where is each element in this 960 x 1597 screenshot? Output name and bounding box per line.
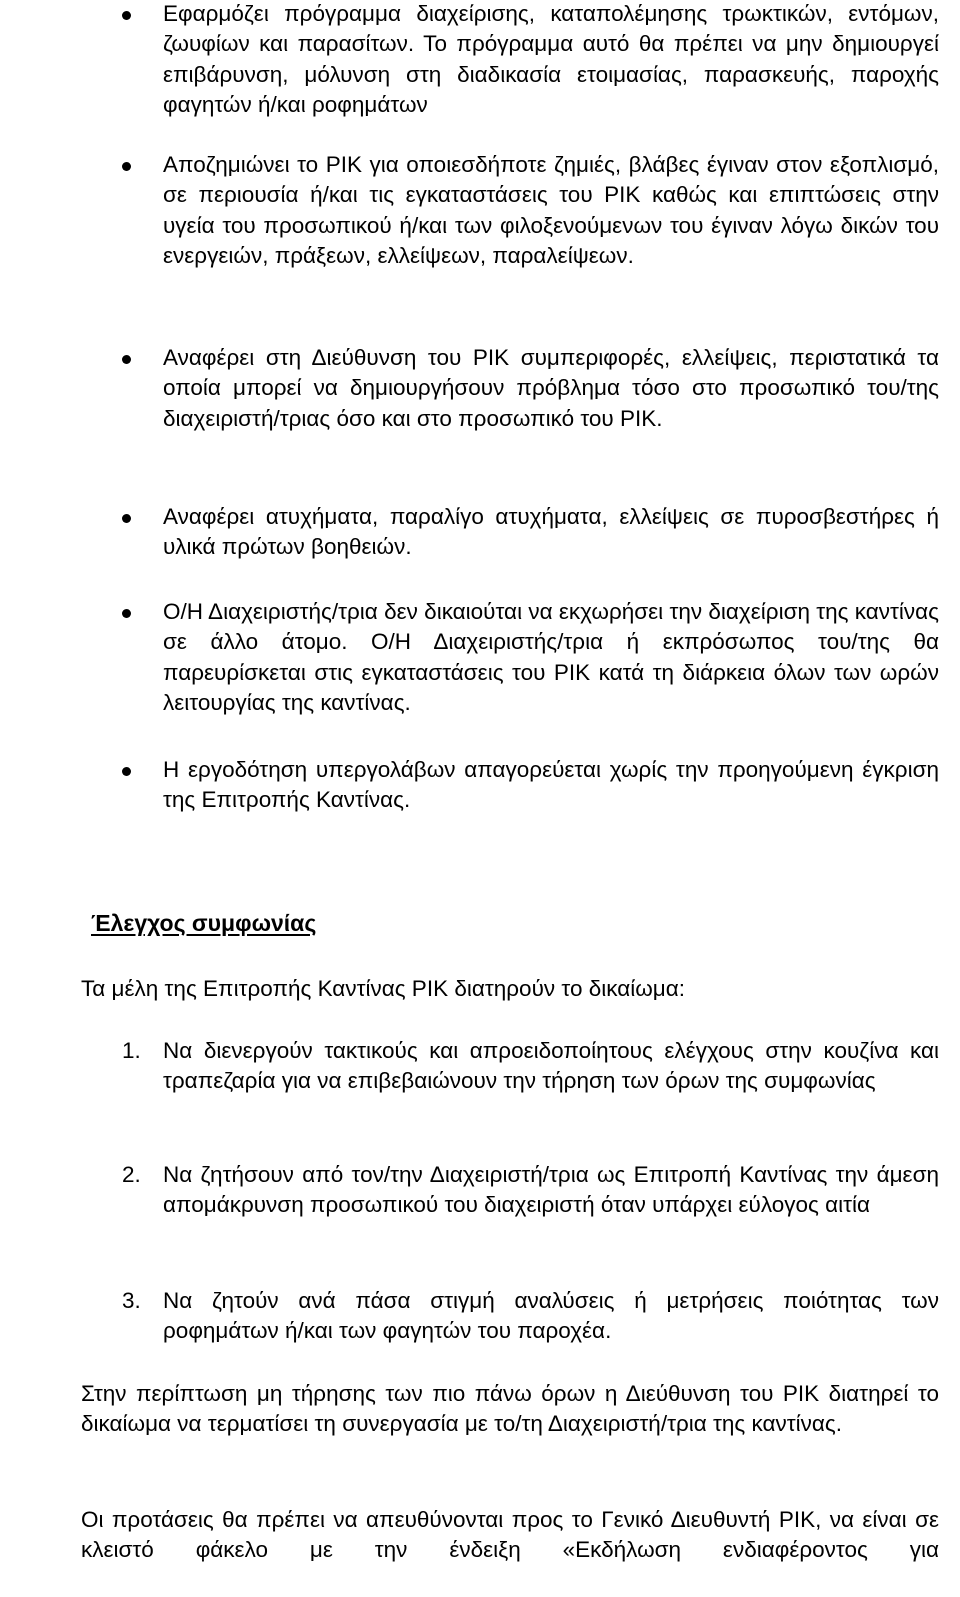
list-item-text: Ο/Η Διαχειριστής/τρια δεν δικαιούται να εκχωρήσει την διαχείριση της καντίνας σε άλλο άτομο. Ο/Η Διαχειριστής/τρια ή εκπρόσωπος του/της θα παρευρίσκεται στις εγκαταστάσεις του ΡΙΚ κατά τη διάρκεια όλων των ωρών λειτουργίας της καντίνας. — [163, 599, 939, 716]
list-item-text: Εφαρμόζει πρόγραμμα διαχείρισης, καταπολέμησης τρωκτικών, εντόμων, ζωυφίων και παρασίτων. Το πρόγραμμα αυτό θα πρέπει να μην δημιουργεί επιβάρυνση, μόλυνση στη διαδικασία ετοιμασίας, παρασκευής, παροχής φαγητών ή/και ροφημάτων — [163, 1, 939, 118]
termination-paragraph: Στην περίπτωση μη τήρησης των πιο πάνω όρων η Διεύθυνση του ΡΙΚ διατηρεί το δικαίωμα να τερματίσει τη συνεργασία με το/τη Διαχειριστή/τρια της καντίνας. — [81, 1381, 939, 1437]
item-text: Να ζητούν ανά πάσα στιγμή αναλύσεις ή μετρήσεις ποιότητας των ροφημάτων ή/και των φαγητών του παροχέα. — [163, 1288, 939, 1344]
item-text: Να διενεργούν τακτικούς και απροειδοποίητους ελέγχους στην κουζίνα και τραπεζαρία για να επιβεβαιώνουν την τήρηση των όρων της συμφωνίας — [163, 1038, 939, 1094]
item-number: 1. — [122, 1038, 141, 1063]
bullet-icon — [122, 514, 131, 523]
list-item-text: Η εργοδότηση υπεργολάβων απαγορεύεται χωρίς την προηγούμενη έγκριση της Επιτροπής Καντίνας. — [163, 757, 939, 813]
item-number: 2. — [122, 1162, 141, 1187]
item-number: 3. — [122, 1288, 141, 1313]
bullet-icon — [122, 767, 131, 776]
bullet-icon — [122, 355, 131, 364]
list-item-text: Αποζημιώνει το ΡΙΚ για οποιεσδήποτε ζημιές, βλάβες έγιναν στον εξοπλισμό, σε περιουσία ή/και τις εγκαταστάσεις του ΡΙΚ καθώς και επιπτώσεις στην υγεία του προσωπικού ή/και των φιλοξενούμενων του έγιναν λόγω δικών του ενεργειών, πράξεων, ελλείψεων, παραλείψεων. — [163, 152, 939, 269]
submission-paragraph: Οι προτάσεις θα πρέπει να απευθύνονται προς το Γενικό Διευθυντή ΡΙΚ, να είναι σε κλειστό φάκελο με την ένδειξη «Εκδήλωση ενδιαφέροντος για — [81, 1507, 939, 1563]
item-text: Να ζητήσουν από τον/την Διαχειριστή/τρια ως Επιτροπή Καντίνας την άμεση απομάκρυνση προσωπικού του διαχειριστή όταν υπάρχει εύλογος αιτία — [163, 1162, 939, 1218]
section-heading: Έλεγχος συμφωνίας — [91, 910, 317, 936]
bullet-icon — [122, 11, 131, 20]
bullet-icon — [122, 609, 131, 618]
bullet-icon — [122, 162, 131, 171]
section-intro: Τα μέλη της Επιτροπής Καντίνας ΡΙΚ διατηρούν το δικαίωμα: — [81, 976, 686, 1001]
list-item-text: Αναφέρει ατυχήματα, παραλίγο ατυχήματα, ελλείψεις σε πυροσβεστήρες ή υλικά πρώτων βοηθειών. — [163, 504, 939, 560]
list-item-text: Αναφέρει στη Διεύθυνση του ΡΙΚ συμπεριφορές, ελλείψεις, περιστατικά τα οποία μπορεί να δημιουργήσουν πρόβλημα τόσο στο προσωπικό του/της διαχειριστή/τριας όσο και στο προσωπικό του ΡΙΚ. — [163, 345, 939, 431]
